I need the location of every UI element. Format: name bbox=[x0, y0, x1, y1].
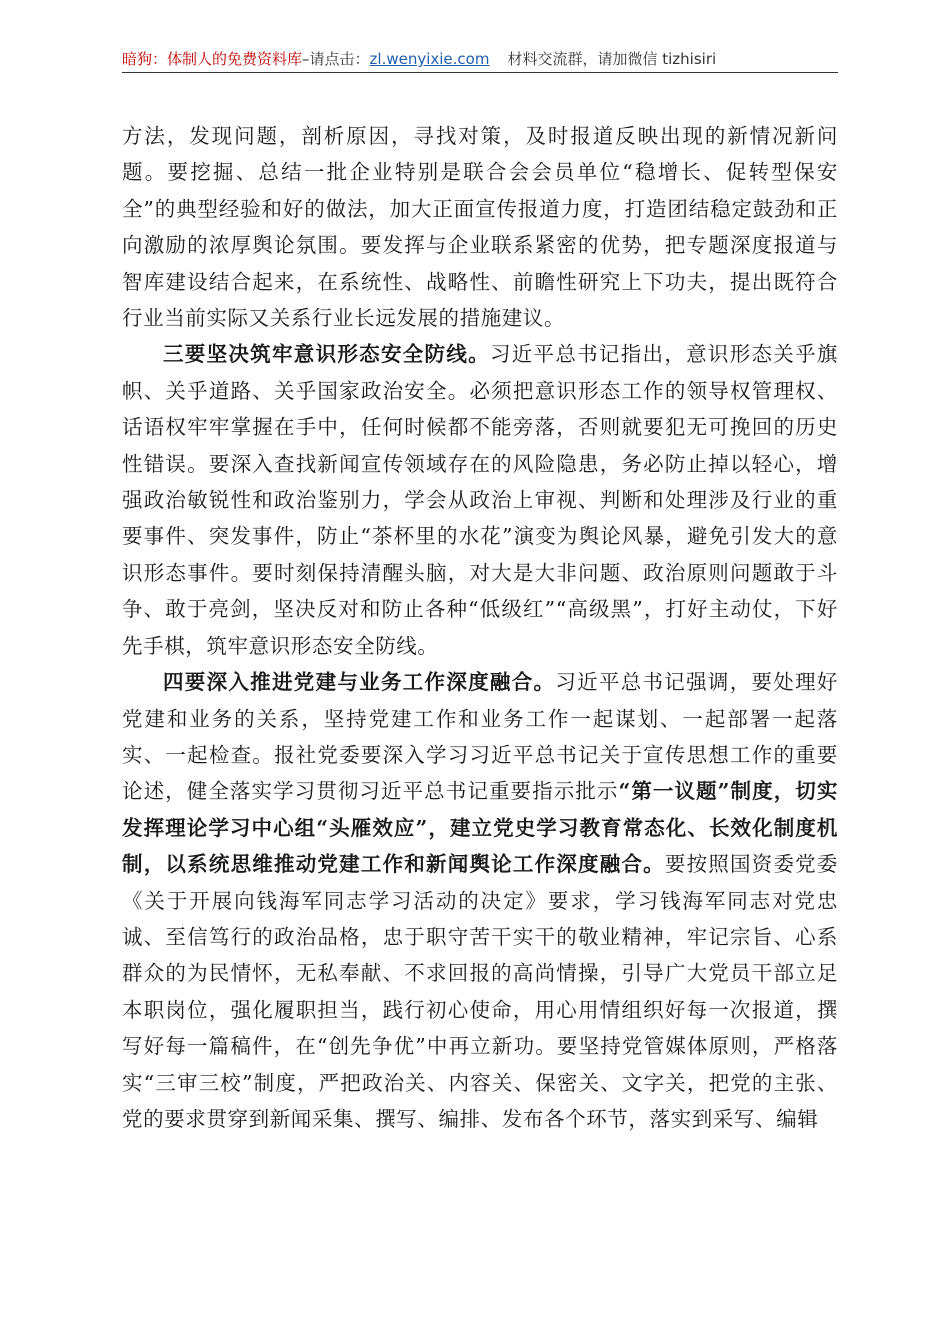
paragraph-3-bold-b: “第一议题”制度，切实发挥理论学习中心组“头雁效应”，建立党史学习教育常态化、长效化制度机制，以系统思维推动党建工作和新闻舆论工作深度融合。 bbox=[122, 779, 838, 877]
paragraph-3 bbox=[122, 664, 838, 1137]
paragraph-2-text: 习近平总书记指出，意识形态关乎旗帜、关乎道路、关乎国家政治安全。必须把意识形态工作的领导权管理权、话语权牢牢掌握在手中，任何时候都不能旁落，否则就要犯无可挽回的历史性错误。要深入查找新闻宣传领域存在的风险隐患，务必防止掉以轻心，增强政治敏锐性和政治鉴别力，学会从政治上审视、判断和处理涉及行业的重要事件、突发事件，防止“茶杯里的水花”演变为舆论风暴，避免引发大的意识形态事件。要时刻保持清醒头脑，对大是大非问题、政治原则问题敢于斗争、敢于亮剑，坚决反对和防止各种“低级红”“高级黑”，打好主动仗，下好先手棋，筑牢意识形态安全防线。 bbox=[122, 342, 838, 658]
page-header bbox=[122, 46, 838, 72]
paragraph-3-heading: 四要深入推进党建与业务工作深度融合。 bbox=[163, 670, 556, 695]
header-divider bbox=[122, 72, 838, 73]
paragraph-3-text-a: 习近平总书记强调，要处理好党建和业务的关系，坚持党建工作和业务工作一起谋划、一起部署一起落实、一起检查。报社党委要深入学习习近平总书记关于宣传思想工作的重要论述，健全落实学习贯彻习近平总书记重要指示批示 bbox=[122, 670, 838, 804]
paragraph-1 bbox=[122, 118, 838, 336]
document-body bbox=[122, 118, 838, 1137]
paragraph-2 bbox=[122, 336, 838, 664]
header-group-info: 材料交流群，请加微信 tizhisiri bbox=[507, 50, 717, 68]
paragraph-3-text-c: 要按照国资委党委《关于开展向钱海军同志学习活动的决定》要求，学习钱海军同志对党忠诚、至信笃行的政治品格，忠于职守苦干实干的敬业精神，牢记宗旨、心系群众的为民情怀，无私奉献、不求回报的高尚情操，引导广大党员干部立足本职岗位，强化履职担当，践行初心使命，用心用情组织好每一次报道，撰写好每一篇稿件，在“创先争优”中再立新功。要坚持党管媒体原则，严格落实“三审三校”制度，严把政治关、内容关、保密关、文字关，把党的主张、党的要求贯穿到新闻采集、撰写、编排、发布各个环节，落实到采写、编辑 bbox=[122, 852, 838, 1131]
paragraph-1-text: 方法，发现问题，剖析原因，寻找对策，及时报道反映出现的新情况新问题。要挖掘、总结一批企业特别是联合会会员单位“稳增长、促转型保安全”的典型经验和好的做法，加大正面宣传报道力度，打造团结稳定鼓劲和正向激励的浓厚舆论氛围。要发挥与企业联系紧密的优势，把专题深度报道与智库建设结合起来，在系统性、战略性、前瞻性研究上下功夫，提出既符合行业当前实际又关系行业长远发展的措施建议。 bbox=[122, 124, 838, 331]
header-brand: 暗狗：体制人的免费资料库 bbox=[122, 50, 303, 68]
paragraph-2-heading: 三要坚决筑牢意识形态安全防线。 bbox=[163, 342, 490, 367]
header-prompt: –请点击： bbox=[302, 50, 370, 68]
header-link[interactable]: zl.wenyixie.com bbox=[369, 50, 490, 68]
